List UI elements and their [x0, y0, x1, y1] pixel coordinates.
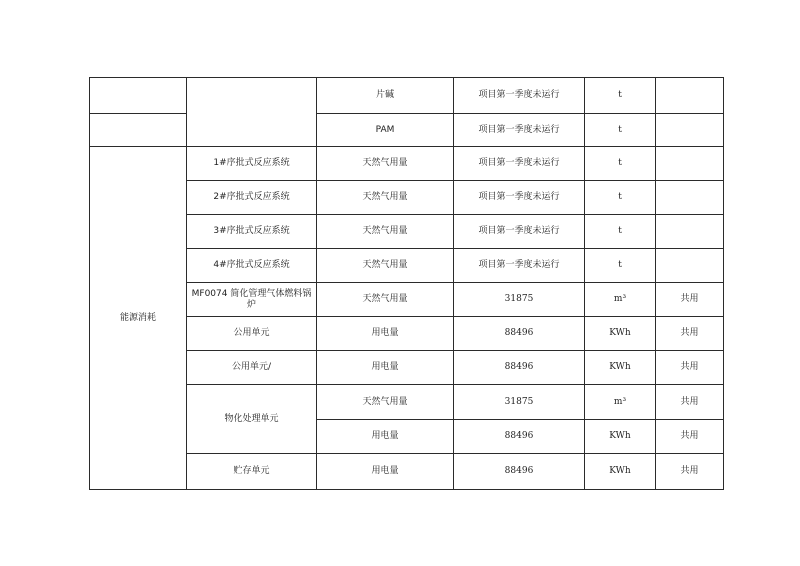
item-cell: PAM [317, 114, 454, 147]
subject-cell: 1#序批式反应系统 [187, 147, 317, 181]
remark-cell [656, 181, 724, 215]
category-cell: 能源消耗 [90, 147, 187, 490]
subject-cell: MF0074 简化管理气体燃料锅炉 [187, 283, 317, 317]
value-cell: 88496 [454, 317, 585, 351]
item-cell: 天然气用量 [317, 215, 454, 249]
unit-cell: m³ [585, 385, 656, 420]
category-cell-empty [90, 78, 187, 114]
unit-cell: t [585, 249, 656, 283]
subject-cell: 公用单元 [187, 317, 317, 351]
subject-cell: 贮存单元 [187, 454, 317, 490]
value-cell: 31875 [454, 283, 585, 317]
item-cell: 天然气用量 [317, 385, 454, 420]
item-cell: 用电量 [317, 420, 454, 454]
subject-cell: 物化处理单元 [187, 385, 317, 454]
item-cell: 天然气用量 [317, 249, 454, 283]
remark-cell: 共用 [656, 385, 724, 420]
value-cell: 项目第一季度未运行 [454, 78, 585, 114]
item-cell: 用电量 [317, 454, 454, 490]
unit-cell: t [585, 215, 656, 249]
value-cell: 88496 [454, 351, 585, 385]
remark-cell [656, 147, 724, 181]
unit-cell: KWh [585, 420, 656, 454]
subject-cell [187, 78, 317, 147]
item-cell: 天然气用量 [317, 283, 454, 317]
value-cell: 88496 [454, 454, 585, 490]
value-cell: 项目第一季度未运行 [454, 215, 585, 249]
unit-cell: t [585, 181, 656, 215]
item-cell: 天然气用量 [317, 181, 454, 215]
remark-cell: 共用 [656, 351, 724, 385]
unit-cell: m³ [585, 283, 656, 317]
remark-cell: 共用 [656, 454, 724, 490]
value-cell: 88496 [454, 420, 585, 454]
unit-cell: t [585, 114, 656, 147]
remark-cell: 共用 [656, 283, 724, 317]
remark-cell [656, 249, 724, 283]
value-cell: 项目第一季度未运行 [454, 114, 585, 147]
unit-cell: KWh [585, 351, 656, 385]
unit-cell: t [585, 147, 656, 181]
remark-cell [656, 215, 724, 249]
subject-cell: 2#序批式反应系统 [187, 181, 317, 215]
remark-cell: 共用 [656, 317, 724, 351]
remark-cell [656, 114, 724, 147]
subject-cell: 3#序批式反应系统 [187, 215, 317, 249]
unit-cell: KWh [585, 454, 656, 490]
item-cell: 用电量 [317, 351, 454, 385]
unit-cell: KWh [585, 317, 656, 351]
value-cell: 31875 [454, 385, 585, 420]
remark-cell: 共用 [656, 420, 724, 454]
item-cell: 片碱 [317, 78, 454, 114]
remark-cell [656, 78, 724, 114]
item-cell: 用电量 [317, 317, 454, 351]
value-cell: 项目第一季度未运行 [454, 181, 585, 215]
subject-cell: 公用单元/ [187, 351, 317, 385]
energy-consumption-table [89, 77, 724, 490]
subject-cell: 4#序批式反应系统 [187, 249, 317, 283]
unit-cell: t [585, 78, 656, 114]
value-cell: 项目第一季度未运行 [454, 249, 585, 283]
item-cell: 天然气用量 [317, 147, 454, 181]
value-cell: 项目第一季度未运行 [454, 147, 585, 181]
category-cell-empty [90, 114, 187, 147]
